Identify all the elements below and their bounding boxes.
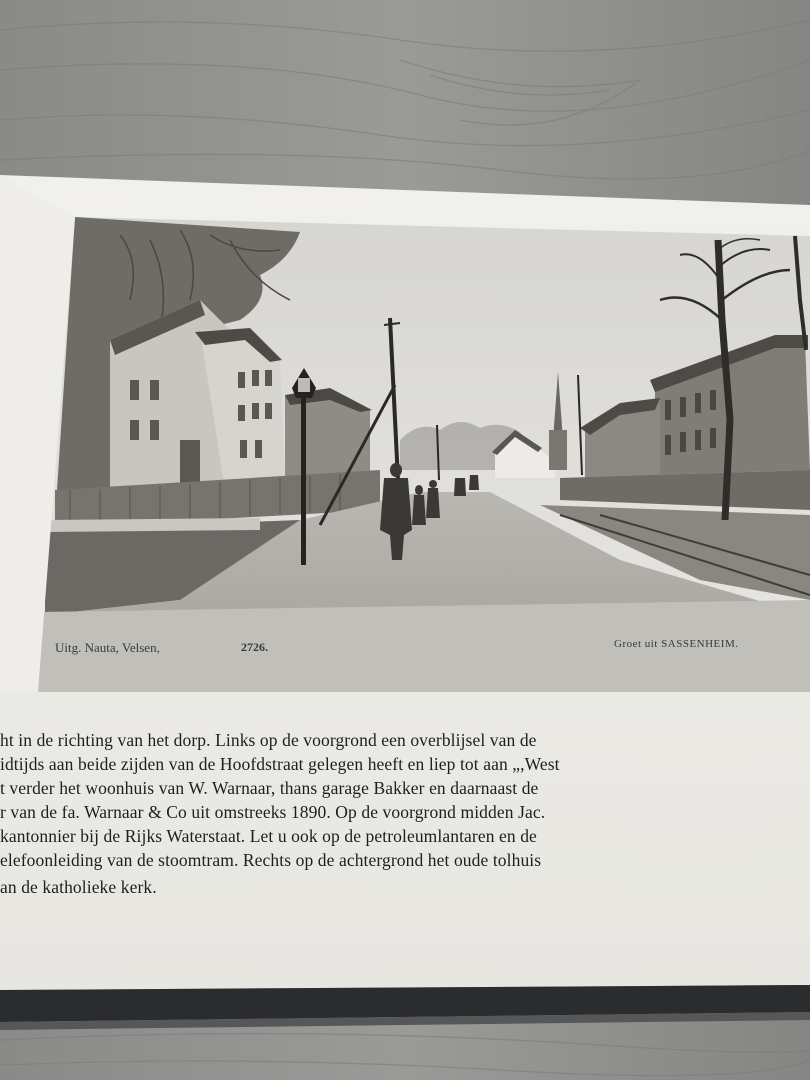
caption-line: an de katholieke kerk. <box>0 877 157 897</box>
caption-line: kantonnier bij de Rijks Waterstaat. Let u ook op de petroleumlantaren en de <box>0 826 537 846</box>
postcard-photo <box>38 217 810 692</box>
caption-line: elefoonleiding van de stoomtram. Rechts op de achtergrond het oude tolhuis <box>0 850 542 870</box>
caption-line: idtijds aan beide zijden van de Hoofdstraat gelegen heeft en liep tot aan „,West <box>0 754 560 774</box>
caption-line: ht in de richting van het dorp. Links op de voorgrond een overblijsel van de <box>0 730 537 750</box>
postcard-publisher: Uitg. Nauta, Velsen, <box>55 640 160 655</box>
caption-line: t verder het woonhuis van W. Warnaar, thans garage Bakker en daarnaast de <box>0 778 539 798</box>
postcard-number: 2726. <box>241 640 268 654</box>
postcard-greeting: Groet uit SASSENHEIM. <box>614 638 739 650</box>
caption-line: r van de fa. Warnaar & Co uit omstreeks 1890. Op de voorgrond midden Jac. <box>0 802 546 822</box>
